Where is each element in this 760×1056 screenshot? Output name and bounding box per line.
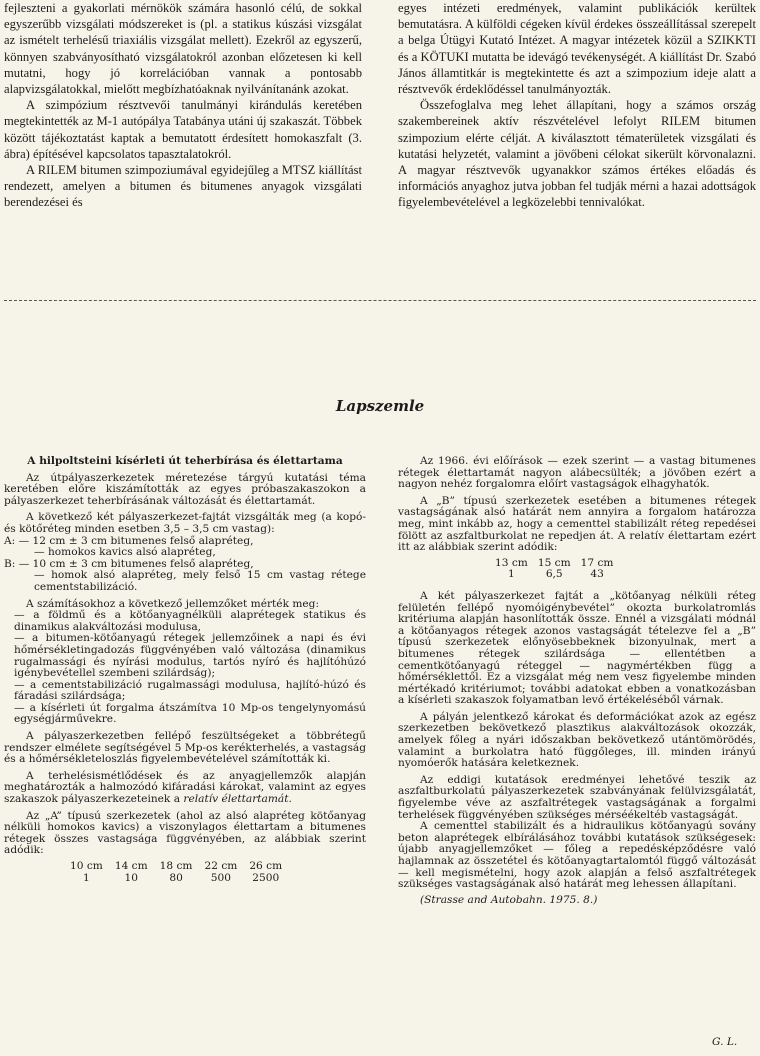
table-cell: 10: [124, 871, 138, 884]
top-right-column: [398, 0, 756, 211]
paragraph: Az útpályaszerkezetek méretezése tárgyú kutatási téma keretében előre kiszámították az egyes próbaszakaszokon a pályaszerkezet teherbírásának változását és élettartamát.: [4, 471, 366, 507]
life-table-b: [490, 558, 618, 581]
table-cell: 10 cm: [70, 860, 103, 872]
paragraph: A két pályaszerkezet fajtát a „kötőanyag nélküli réteg felületén fellépő nyomóigénybevétel” okozta burkolatromlás kritériuma alapján hasonlították össze. Ennél a vizsgálati módnál a kötőanyagos rétegek azonos vastagságát tételezve fel a „B” típusú szerkezetek előnyösebbeknek bizonyulnak, mert a bitumenes rétegek szilárdsága — ellentétben a cementkötőanyagú réteggel — nagymértékben függ a hőmérséklettől. Ez a vizsgálat még nem vesz figyelembe minden mértékadó kritériumot; további adatokat ebben a vonatkozásban a kísérleti szakaszok folyamatban levő értékeléséből várnak.: [398, 589, 756, 707]
list-item: — a földmű és a kötőanyagnélküli alaprétegek statikus és dinamikus alakváltozási modulusa,: [14, 609, 366, 633]
paragraph: Az eddigi kutatások eredményei lehetővé teszik az aszfaltburkolatú pályaszerkezetek szabványának felülvizsgálatát, figyelembe véve az aszfaltrétegek vastagságának a forgalmi terhelések függvényében szükséges mérséékeltéb vastagságát.: [398, 773, 756, 821]
paragraph: A „B” típusú szerkezetek esetében a bitumenes rétegek vastagságának alsó határát nem annyira a forgalom határozza meg, mint inkább az, hogy a cementtel stabilizált réteg repedései fölött az aszfaltburkolat ne repedjen át. A relatív élettartam ezért itt az alábbiak szerint adódik:: [398, 494, 756, 554]
table-cell: 80: [169, 871, 183, 884]
top-left-column: [4, 0, 362, 211]
author-signature: G. L.: [712, 1036, 738, 1048]
paragraph: A pályaszerkezetben fellépő feszültségeket a többrétegű rendszer elmélete segítségével 5 Mp-os kerékterhelés, a vastagság és a hőmérsékleteloszlás figyelembevételével számították ki.: [4, 730, 366, 766]
table-cell: 2500: [252, 871, 280, 884]
section-title: Lapszemle: [335, 397, 425, 415]
list-item: — a kísérleti út forgalma átszámítva 10 Mp-os tengelynyomású egységjárművekre.: [14, 701, 366, 726]
paragraph: [4, 771, 366, 806]
citation-text: (Strasse and Autobahn. 1975. 8.): [420, 893, 598, 906]
table-cell: 6,5: [545, 568, 563, 581]
paragraph: A következő két pályaszerkezet-fajtát vizsgálták meg (a kopó- és kötőréteg minden esetben 3,5 – 3,5 cm vastag):: [4, 511, 366, 535]
paragraph: egyes intézeti eredmények, valamint publikációk kerültek bemutatásra. A külföldi cégeken kívül érdekes összeállítással szerepelt a belga Útügyi Kutató Intézet. A magyar intézetek közül a SZIKKTI és a KÖTUKI mutatta be idevágó tevékenységét. A kiállítást Dr. Szabó János államtitkár is megtekintette és azt a szimpozium ideje alatt a résztvevők érdeklődéssel tanulmányozták.: [398, 1, 756, 97]
paragraph: Az 1966. évi előírások — ezek szerint — a vastag bitumenes rétegek élettartamát nagyon alábecsülték; a jövőben ezért a nagyon nehéz forgalomra előírt vastagságok elhagyhatók.: [398, 455, 756, 491]
paragraph: A számításokhoz a következő jellemzőket mérték meg:: [26, 597, 320, 610]
list-item: — homokos kavics alsó alapréteg,: [34, 546, 216, 559]
emphasis: relatív élettartamát.: [183, 793, 292, 806]
article-right-column: [398, 456, 756, 906]
life-table-a: [64, 861, 288, 884]
table-cell: 500: [210, 871, 232, 884]
list-item: — a bitumen-kötőanyagú rétegek jellemzőinek a napi és évi hőmérsékletingadozás függvényében való változása (dinamikus rugalmassági és nyírási modulus, tartós nyíró és hajlítóhúzó igénybevétellel szembeni szilárdság);: [14, 632, 366, 680]
paragraph: A szimpózium résztvevői tanulmányi kirándulás keretében megtekintették az M-1 autópálya Tatabánya utáni új szakaszát. Többek között tájékoztatást kaptak a bemutatott érdesített homokaszfalt (3. ábra) építésével kapcsolatos tapasztalatokról.: [4, 98, 362, 161]
table-row: [64, 861, 288, 873]
table-cell: 26 cm: [249, 860, 283, 872]
source-citation: [398, 895, 756, 907]
list-item: B: — 10 cm ± 3 cm bitumenes felső alapréteg,: [4, 557, 254, 570]
paragraph: A RILEM bitumen szimpoziumával egyidejűleg a MTSZ kiállítást rendezett, amelyen a bitumen és bitumenes anyagok vizsgálati berendezései és: [4, 163, 362, 210]
paragraph: A pályán jelentkező károkat és deformációkat azok az egész szerkezetben bekövetkező plasztikus alakváltozások okozzák, amelyek főleg a nyári időszakban bekövetkező utántömörödés, valamint a burkolatra ható függőleges, ill. minden irányú nyomóerők hatására keletkeznek.: [398, 710, 756, 770]
article-left-column: [4, 456, 366, 888]
list-item: — homok alsó alapréteg, mely felső 15 cm vastag rétege cementstabilizáció.: [34, 569, 366, 593]
table-cell: 17 cm: [580, 556, 614, 569]
table-cell: 1: [83, 871, 90, 884]
paragraph: Az „A” típusú szerkezetek (ahol az alsó alapréteg kötőanyag nélküli homokos kavics) a viszonylagos élettartam a bitumenes rétegek összes vastagsága függvényében, az alábbiak szerint adódik:: [4, 809, 366, 857]
table-cell: 15 cm: [537, 556, 571, 569]
paragraph: fejleszteni a gyakorlati mérnökök számára hasonló célú, de sokkal egyszerűbb vizsgálati módszereket is (pl. a statikus kúszási vizsgálat az ismételt terhelésű triaxiális vizsgálat mellett). Ezekről az egyszerű, könnyen szabványosítható vizsgálatokról azonban előzetesen ki kell mutatni, hogy jó korrelációban vannak a pontosabb alapvizsgálatokkal, mielőtt megbízhatóaknak nyilvánítanánk azokat.: [4, 1, 362, 97]
table-cell: 14 cm: [114, 860, 148, 872]
table-cell: 43: [590, 568, 604, 581]
table-cell: 1: [508, 568, 515, 581]
paragraph: Összefoglalva meg lehet állapítani, hogy a számos ország szakembereinek aktív részvételével lefolyt RILEM bitumen szimpozium elérte célját. A kiválasztott tématerületek vizsgálati és kutatási helyzetét, valamint a jövőbeni célokat sikerült körvonalazni. A magyar résztvevők ugyanakkor számos értékes előadás és információs anyaghoz jutva jobban fel tudják mérni a hazai adottságok figyelembevételével a legközelebbi tennivalókat.: [398, 98, 756, 210]
table-cell: 18 cm: [159, 860, 193, 872]
list-item: A: — 12 cm ± 3 cm bitumenes felső alapréteg,: [4, 534, 254, 547]
table-cell: 22 cm: [204, 860, 238, 872]
paragraph: A cementtel stabilizált és a hidraulikus kötőanyagú sovány beton alaprétegek elbírálásához további kutatások szükségesek: újabb anyagjellemzőket — főleg a repedésképződésre való hajlamnak az összetétel és kötőanyagtartalomtól függő változását — kell megismételni, hogy azok alapján a felső aszfaltrétegek szükséges vastagságának alsó határát meg lehessen állapítani.: [398, 820, 756, 891]
paragraph-text: A terhelésismétlődések és az anyagjellemzők alapján meghatározták a halmozódó kifáradási károkat, valamint az egyes szakaszok pályaszerkezeteinek a: [4, 769, 366, 806]
table-row: [490, 569, 618, 581]
section-divider: [4, 300, 756, 301]
article-title: A hilpoltsteini kísérleti út teherbírása és élettartama: [27, 455, 343, 467]
table-row: [64, 873, 288, 885]
list-item: — a cementstabilizáció rugalmassági modulusa, hajlító-húzó és fáradási szilárdsága;: [14, 678, 366, 703]
table-cell: 13 cm: [495, 556, 528, 569]
